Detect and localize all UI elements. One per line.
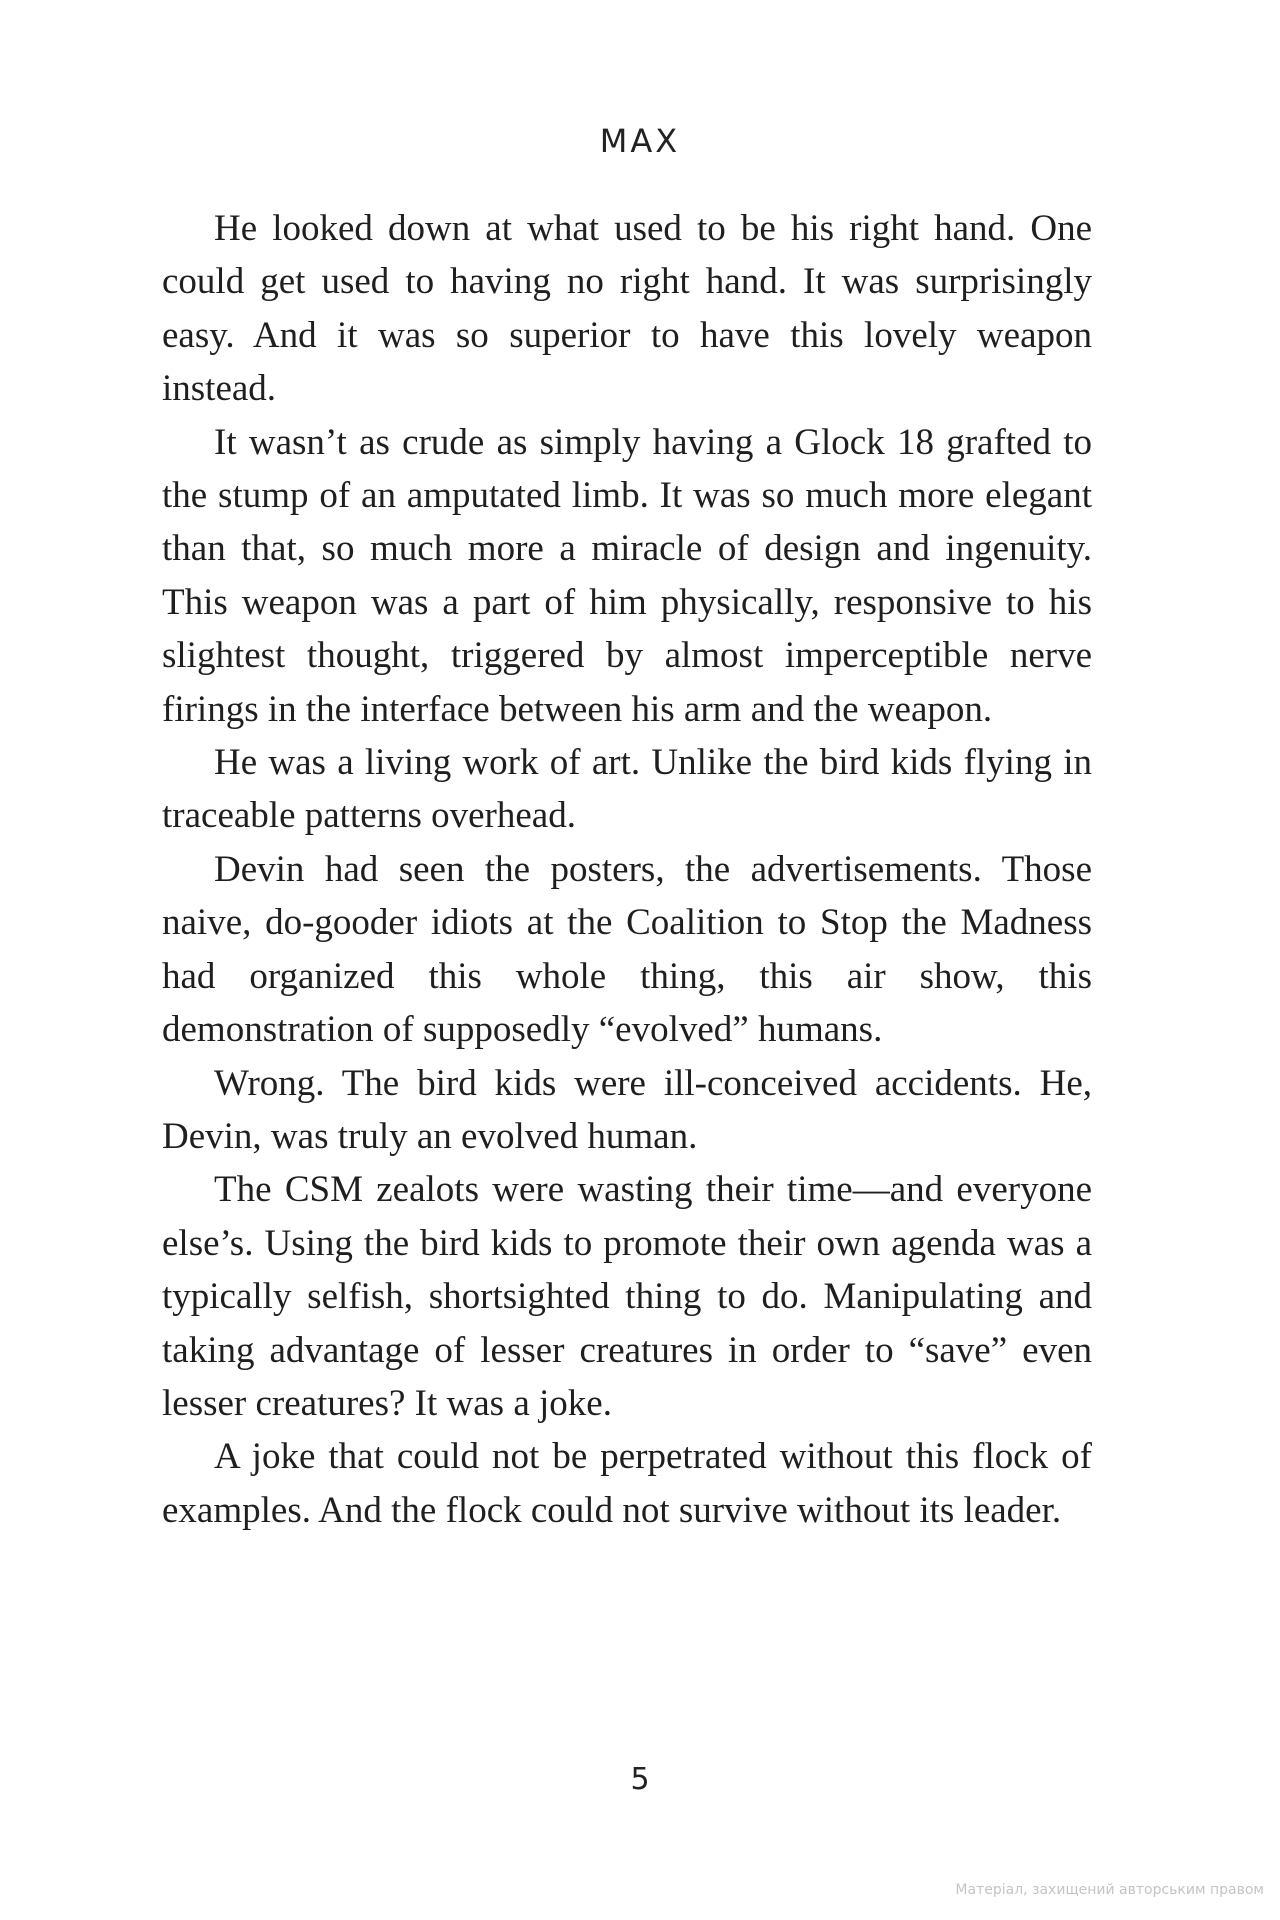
paragraph: A joke that could not be perpetrated without this flock of examples. And the flock could not survive without its leader.: [162, 1436, 1092, 1531]
copyright-watermark: Матеріал, захищений авторським правом: [955, 1882, 1264, 1898]
body-text: [162, 202, 1092, 1537]
paragraph: Devin had seen the posters, the advertisements. Those naive, do-gooder idiots at the Coalition to Stop the Madness had organized this whole thing, this air show, this demonstration of supposedly “evolved” humans.: [162, 848, 1092, 1051]
paragraph: It wasn’t as crude as simply having a Glock 18 grafted to the stump of an amputated limb. It was so much more elegant than that, so much more a miracle of design and ingenuity. This weapon was a part of him physically, responsive to his slightest thought, triggered by almost imperceptible nerve firings in the interface between his arm and the weapon.: [162, 421, 1092, 730]
paragraph: Wrong. The bird kids were ill-conceived accidents. He, Devin, was truly an evolved human.: [162, 1062, 1092, 1157]
paragraph: He looked down at what used to be his right hand. One could get used to having no right hand. It was surprisingly easy. And it was so superior to have this lovely weapon instead.: [162, 208, 1092, 410]
paragraph: The CSM zealots were wasting their time—and everyone else’s. Using the bird kids to promote their own agenda was a typically selfish, shortsighted thing to do. Manipulating and taking advantage of lesser creatures in order to “save” even lesser creatures? It was a joke.: [162, 1169, 1092, 1424]
page-number: 5: [630, 1762, 650, 1797]
running-head: MAX: [599, 122, 681, 160]
paragraph: He was a living work of art. Unlike the bird kids flying in traceable patterns overhead.: [162, 742, 1092, 837]
